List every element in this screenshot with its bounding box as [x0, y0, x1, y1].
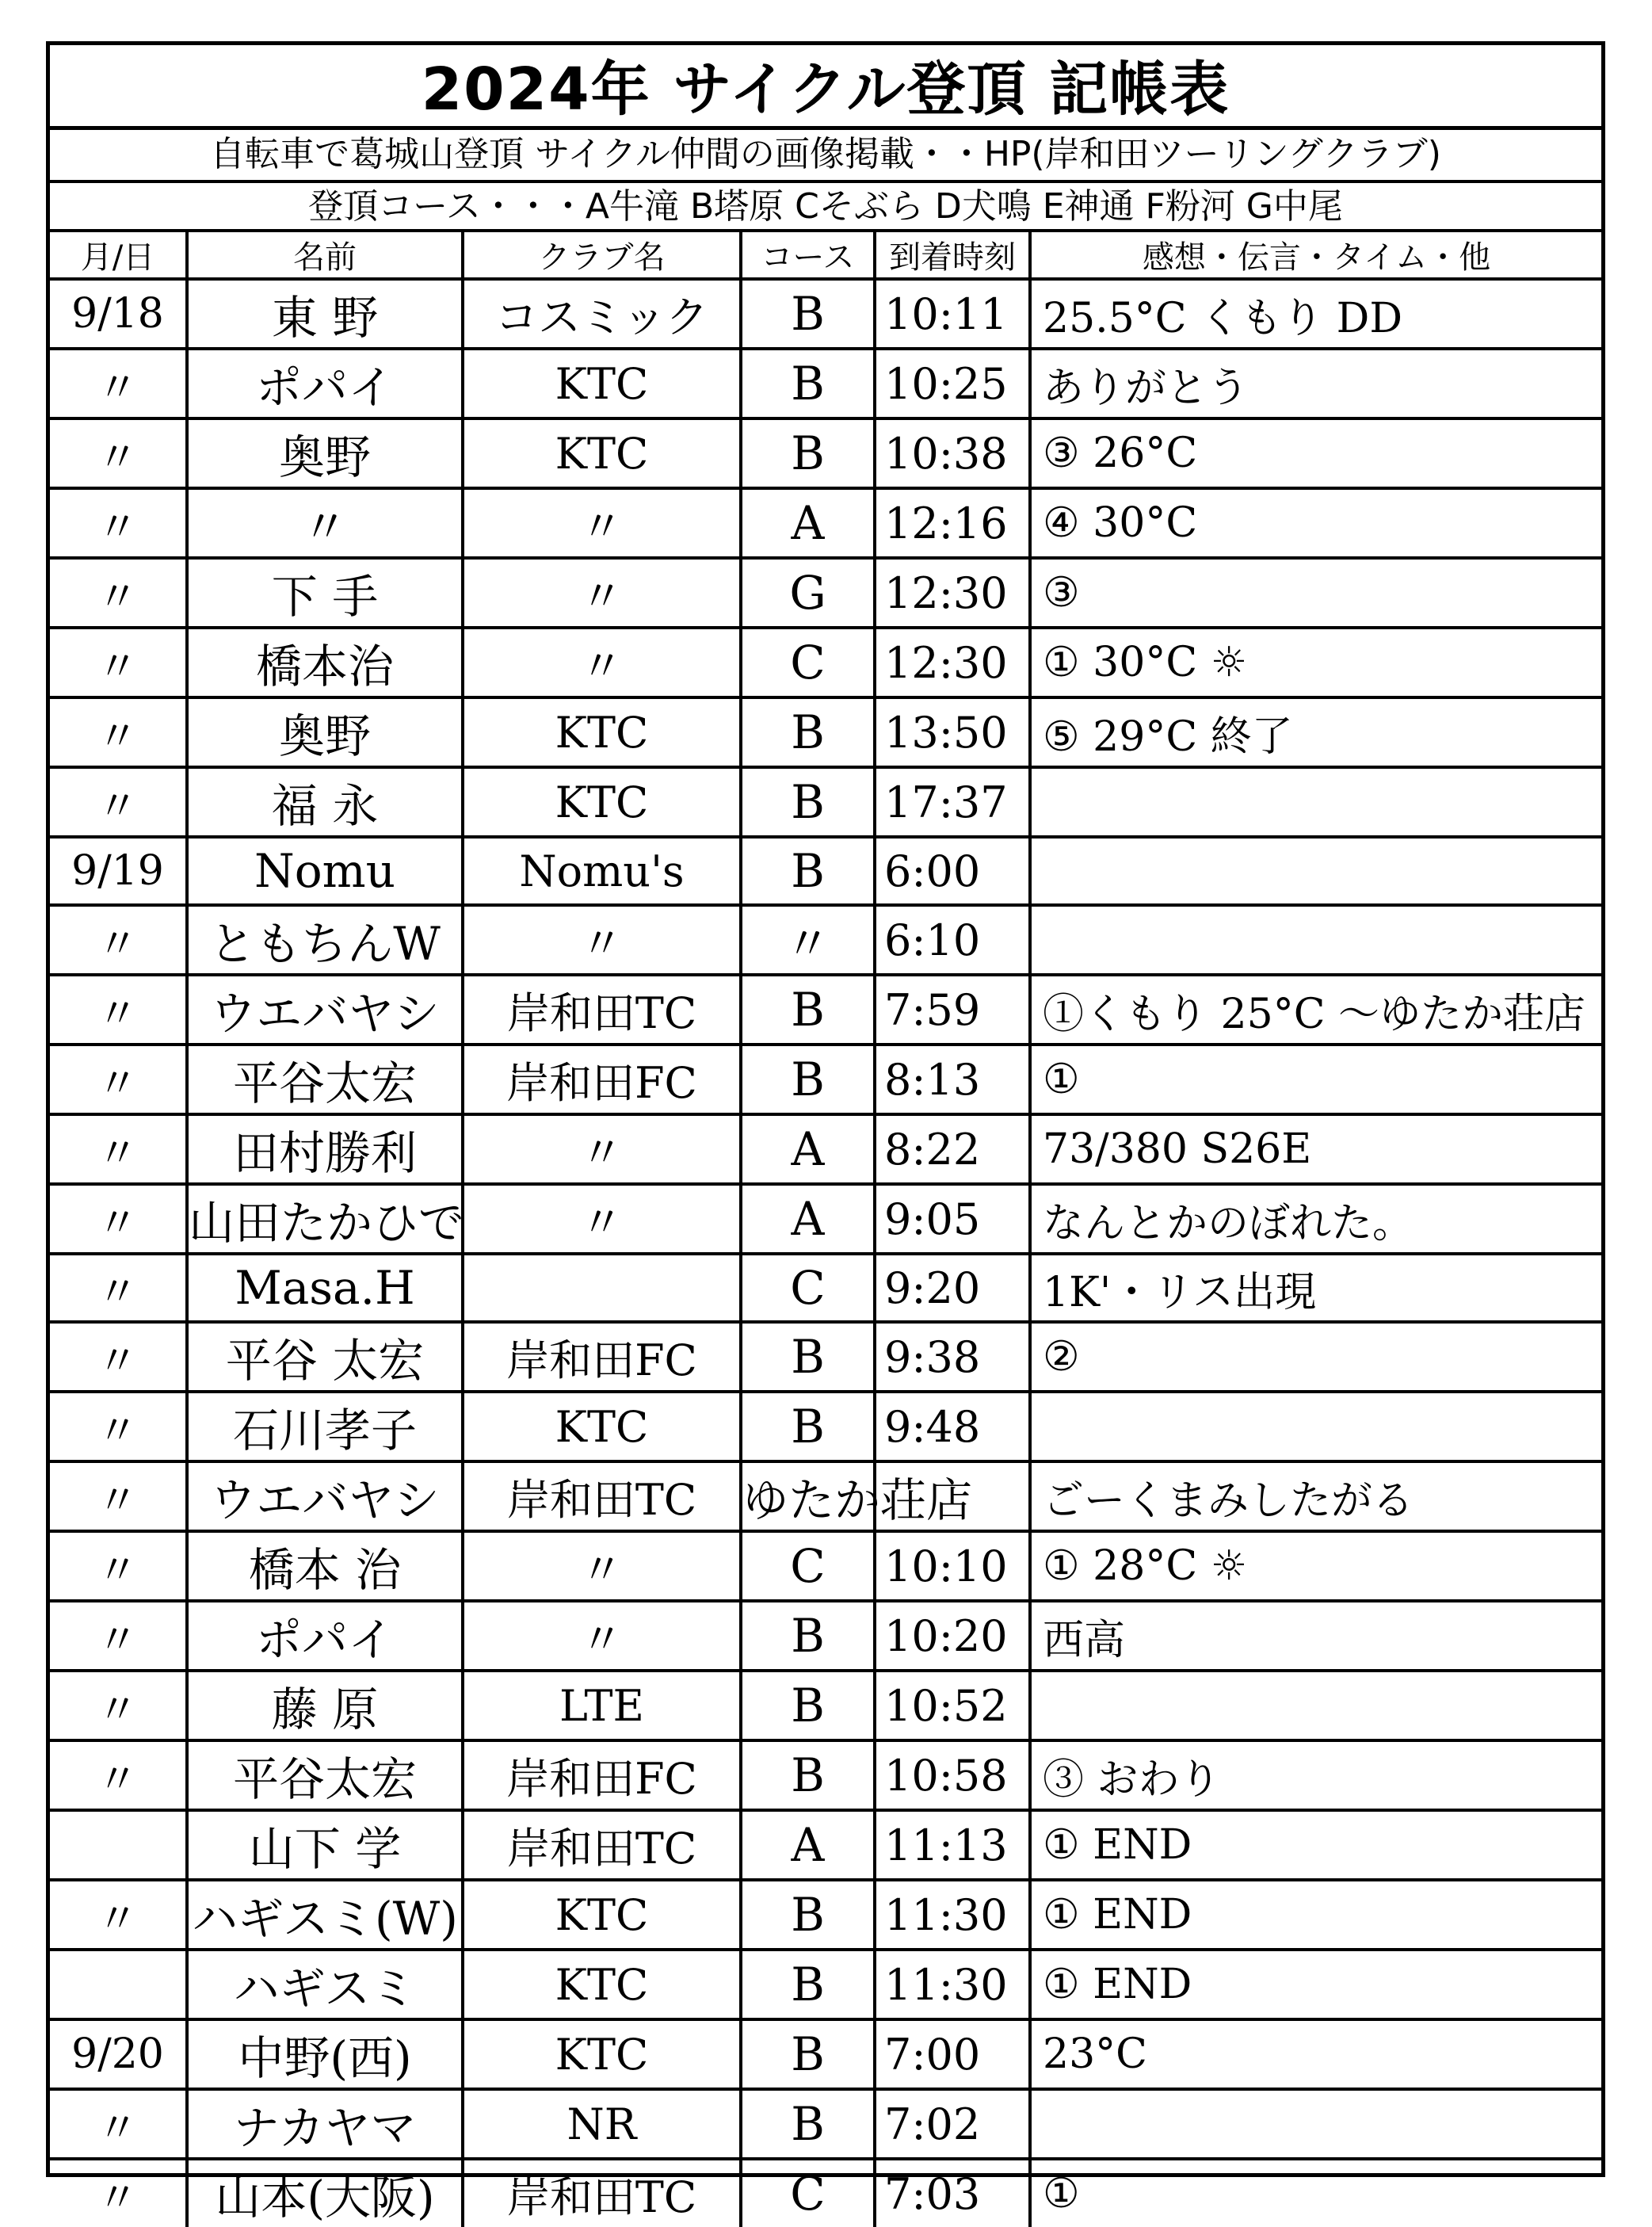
time-cell: 10:52 — [875, 1671, 1030, 1740]
date-cell: 〃 — [50, 1184, 187, 1254]
course-cell: C — [741, 1531, 875, 1601]
time-cell: 6:10 — [875, 905, 1030, 975]
club-cell: 岸和田FC — [463, 1045, 741, 1114]
note-cell: ありがとう — [1030, 349, 1601, 418]
time-cell: 7:00 — [875, 2019, 1030, 2089]
time-cell: 11:30 — [875, 1880, 1030, 1950]
table-row — [50, 975, 1601, 1045]
course-cell: B — [741, 2019, 875, 2089]
time-cell: 10:20 — [875, 1601, 1030, 1671]
time-cell: 8:22 — [875, 1114, 1030, 1184]
note-cell: 73/380 S26E — [1030, 1114, 1601, 1184]
club-cell: 岸和田TC — [463, 975, 741, 1045]
note-cell: ⑤ 29°C 終了 — [1030, 697, 1601, 767]
date-cell: 〃 — [50, 905, 187, 975]
table-row — [50, 1461, 1601, 1531]
time-cell: 7:03 — [875, 2159, 1030, 2227]
log-body — [50, 279, 1601, 2227]
course-cell: 〃 — [741, 905, 875, 975]
page-title: 2024年 サイクル登頂 記帳表 — [421, 55, 1230, 124]
table-row — [50, 349, 1601, 418]
name-cell: 東 野 — [187, 279, 463, 349]
name-cell: 平谷太宏 — [187, 1740, 463, 1810]
table-row — [50, 1045, 1601, 1114]
table-row — [50, 1810, 1601, 1880]
note-cell: ② — [1030, 1322, 1601, 1392]
date-cell: 〃 — [97, 2174, 139, 2222]
note-cell: ① END — [1030, 1810, 1601, 1880]
course-cell: B — [741, 975, 875, 1045]
club-cell: 岸和田FC — [463, 1740, 741, 1810]
date-cell — [50, 1810, 187, 1880]
note-cell: ④ 30°C — [1030, 488, 1601, 558]
name-cell: 橋本 治 — [187, 1531, 463, 1601]
name-cell: ともちんW — [187, 905, 463, 975]
time-cell: 10:38 — [875, 418, 1030, 488]
club-cell: KTC — [463, 2019, 741, 2089]
date-cell: 9/19 — [50, 837, 187, 905]
time-cell: 7:02 — [875, 2089, 1030, 2159]
note-cell: ① — [1030, 1045, 1601, 1114]
date-cell: 〃 — [50, 767, 187, 837]
club-cell: KTC — [463, 418, 741, 488]
club-cell: 岸和田TC — [463, 1810, 741, 1880]
time-cell: 9:20 — [875, 1254, 1030, 1322]
note-cell — [1030, 1392, 1601, 1461]
name-cell: 平谷太宏 — [187, 1045, 463, 1114]
note-cell: ごーくまみしたがる — [1030, 1461, 1601, 1531]
club-cell: LTE — [463, 1671, 741, 1740]
note-cell — [1030, 767, 1601, 837]
table-row — [50, 1950, 1601, 2019]
time-cell: 7:59 — [875, 975, 1030, 1045]
column-header-time: 到着時刻 — [875, 232, 1030, 279]
date-cell: 〃 — [50, 1531, 187, 1601]
note-cell — [1030, 905, 1601, 975]
note-cell: ①くもり 25°C ～ゆたか荘店 — [1030, 975, 1601, 1045]
course-cell: C — [741, 2159, 875, 2227]
date-cell: 〃 — [50, 1322, 187, 1392]
table-row — [50, 1254, 1601, 1322]
name-cell: 山田たかひで — [187, 1184, 463, 1254]
name-cell: ウエバヤシ — [187, 975, 463, 1045]
course-cell: B — [741, 1045, 875, 1114]
date-cell: 〃 — [50, 628, 187, 697]
course-cell: B — [741, 1880, 875, 1950]
club-cell: 〃 — [463, 558, 741, 628]
date-cell: 9/20 — [50, 2019, 187, 2089]
name-cell: 福 永 — [187, 767, 463, 837]
date-cell: 〃 — [50, 1671, 187, 1740]
subtitle-divider — [50, 180, 1601, 183]
course-cell: B — [741, 767, 875, 837]
time-cell: 9:48 — [875, 1392, 1030, 1461]
course-cell: B — [741, 1322, 875, 1392]
course-cell: A — [741, 488, 875, 558]
time-cell: 9:38 — [875, 1322, 1030, 1392]
note-cell: ① 28°C ☼ — [1030, 1531, 1601, 1601]
course-cell: A — [741, 1184, 875, 1254]
time-cell: 8:13 — [875, 1045, 1030, 1114]
name-cell: ポパイ — [187, 349, 463, 418]
club-cell: コスミック — [463, 279, 741, 349]
club-cell: NR — [463, 2089, 741, 2159]
table-row — [50, 1114, 1601, 1184]
name-cell: 下 手 — [187, 558, 463, 628]
table-row — [50, 1740, 1601, 1810]
course-cell: A — [741, 1810, 875, 1880]
table-row — [50, 628, 1601, 697]
name-cell: 石川孝子 — [187, 1392, 463, 1461]
club-cell: 〃 — [463, 488, 741, 558]
name-cell: ナカヤマ — [187, 2089, 463, 2159]
course-cell: G — [741, 558, 875, 628]
table-row — [50, 905, 1601, 975]
column-header-note: 感想・伝言・タイム・他 — [1030, 232, 1601, 279]
course-cell: B — [741, 2089, 875, 2159]
club-cell: 〃 — [463, 1531, 741, 1601]
date-cell: 〃 — [50, 1254, 187, 1322]
name-cell: Nomu — [187, 837, 463, 905]
table-row — [50, 488, 1601, 558]
table-row — [50, 1392, 1601, 1461]
title-divider — [50, 126, 1601, 130]
note-cell — [1030, 2089, 1601, 2159]
note-cell — [1030, 1671, 1601, 1740]
time-cell: 13:50 — [875, 697, 1030, 767]
name-cell: ハギスミ — [187, 1950, 463, 2019]
note-cell: 25.5°C くもり DD — [1030, 279, 1601, 349]
column-header-date: 月/日 — [50, 232, 187, 279]
note-cell: ③ — [1030, 558, 1601, 628]
time-cell: 17:37 — [875, 767, 1030, 837]
club-cell: 〃 — [463, 628, 741, 697]
course-cell: A — [741, 1114, 875, 1184]
club-cell: Nomu's — [463, 837, 741, 905]
date-cell: 〃 — [50, 349, 187, 418]
note-cell: なんとかのぼれた。 — [1030, 1184, 1601, 1254]
note-cell: 23°C — [1030, 2019, 1601, 2089]
table-row — [50, 558, 1601, 628]
name-cell: 田村勝利 — [187, 1114, 463, 1184]
name-cell: ポパイ — [187, 1601, 463, 1671]
table-row — [50, 2089, 1601, 2159]
course-legend: 登頂コース・・・A牛滝 B塔原 Cそぶら D犬鳴 E神通 F粉河 G中尾 — [308, 186, 1343, 227]
time-cell: 11:13 — [875, 1810, 1030, 1880]
table-header-row — [50, 232, 1601, 279]
note-cell: ① — [1030, 2159, 1601, 2227]
club-cell: KTC — [463, 1880, 741, 1950]
time-cell: 10:58 — [875, 1740, 1030, 1810]
course-cell: B — [741, 1740, 875, 1810]
club-cell: 岸和田TC — [463, 2159, 741, 2227]
time-cell: 10:25 — [875, 349, 1030, 418]
table-row — [50, 2159, 1601, 2227]
course-cell: B — [741, 697, 875, 767]
table-row — [50, 1601, 1601, 1671]
log-table — [50, 232, 1601, 2227]
date-cell: 〃 — [50, 1045, 187, 1114]
name-cell: 平谷 太宏 — [187, 1322, 463, 1392]
club-cell: 〃 — [463, 1114, 741, 1184]
date-cell: 〃 — [50, 1601, 187, 1671]
column-header-course: コース — [741, 232, 875, 279]
name-cell: 奥野 — [187, 697, 463, 767]
course-cell: B — [741, 1601, 875, 1671]
time-cell: 12:30 — [875, 558, 1030, 628]
column-header-name: 名前 — [187, 232, 463, 279]
date-cell: 〃 — [50, 488, 187, 558]
club-cell: KTC — [463, 697, 741, 767]
time-cell: 12:16 — [875, 488, 1030, 558]
date-cell — [50, 1950, 187, 2019]
time-cell: 12:30 — [875, 628, 1030, 697]
course-cell: B — [741, 279, 875, 349]
table-row — [50, 1184, 1601, 1254]
table-row — [50, 697, 1601, 767]
club-cell: KTC — [463, 349, 741, 418]
club-cell — [463, 1254, 741, 1322]
name-cell: 藤 原 — [187, 1671, 463, 1740]
date-cell: 〃 — [50, 1114, 187, 1184]
club-cell: 〃 — [463, 905, 741, 975]
club-cell: KTC — [463, 767, 741, 837]
note-cell: ③ おわり — [1030, 1740, 1601, 1810]
name-cell: 山下 学 — [187, 1810, 463, 1880]
course-cell: B — [741, 1671, 875, 1740]
note-cell: 1K'・リス出現 — [1030, 1254, 1601, 1322]
subtitle: 自転車で葛城山登頂 サイクル仲間の画像掲載・・HP(岸和田ツーリングクラブ) — [210, 134, 1441, 174]
name-cell: ウエバヤシ — [187, 1461, 463, 1531]
name-cell: 山本(大阪) — [187, 2159, 463, 2227]
table-row — [50, 837, 1601, 905]
club-cell: 〃 — [463, 1601, 741, 1671]
name-cell: ハギスミ(W) — [187, 1880, 463, 1950]
table-row — [50, 2019, 1601, 2089]
club-cell: 〃 — [463, 1184, 741, 1254]
time-cell: 10:11 — [875, 279, 1030, 349]
time-cell: 11:30 — [875, 1950, 1030, 2019]
name-cell: 奥野 — [187, 418, 463, 488]
club-cell: KTC — [463, 1950, 741, 2019]
table-row — [50, 1531, 1601, 1601]
table-row — [50, 418, 1601, 488]
note-cell: 西高 — [1030, 1601, 1601, 1671]
note-cell: ① END — [1030, 1880, 1601, 1950]
note-cell: ③ 26°C — [1030, 418, 1601, 488]
course-cell: B — [741, 1950, 875, 2019]
time-cell: 10:10 — [875, 1531, 1030, 1601]
note-cell: ① END — [1030, 1950, 1601, 2019]
table-row — [50, 1322, 1601, 1392]
date-cell: 〃 — [50, 975, 187, 1045]
course-cell: B — [741, 837, 875, 905]
time-cell: 6:00 — [875, 837, 1030, 905]
table-row — [50, 1880, 1601, 1950]
course-cell: B — [741, 1392, 875, 1461]
date-cell: 〃 — [50, 1740, 187, 1810]
date-cell: 〃 — [50, 1392, 187, 1461]
club-cell: 岸和田TC — [463, 1461, 741, 1531]
course-cell: B — [741, 418, 875, 488]
name-cell: 橋本治 — [187, 628, 463, 697]
note-cell: ① 30°C ☼ — [1030, 628, 1601, 697]
club-cell: KTC — [463, 1392, 741, 1461]
course-cell: C — [741, 1254, 875, 1322]
date-cell: 〃 — [50, 418, 187, 488]
date-cell: 9/18 — [50, 279, 187, 349]
column-header-club: クラブ名 — [463, 232, 741, 279]
course-cell: ゆたか荘店 — [741, 1461, 875, 1531]
date-cell: 〃 — [50, 558, 187, 628]
course-cell: B — [741, 349, 875, 418]
date-cell: 〃 — [50, 1880, 187, 1950]
date-cell: 〃 — [50, 697, 187, 767]
table-row — [50, 767, 1601, 837]
table-row — [50, 279, 1601, 349]
name-cell: Masa.H — [187, 1254, 463, 1322]
date-cell: 〃 — [50, 2089, 187, 2159]
date-cell: 〃 — [50, 1461, 187, 1531]
time-cell: 9:05 — [875, 1184, 1030, 1254]
logbook-sheet — [46, 41, 1605, 2225]
name-cell: 〃 — [187, 488, 463, 558]
note-cell — [1030, 837, 1601, 905]
course-cell: C — [741, 628, 875, 697]
club-cell: 岸和田FC — [463, 1322, 741, 1392]
name-cell: 中野(西) — [187, 2019, 463, 2089]
table-row — [50, 1671, 1601, 1740]
